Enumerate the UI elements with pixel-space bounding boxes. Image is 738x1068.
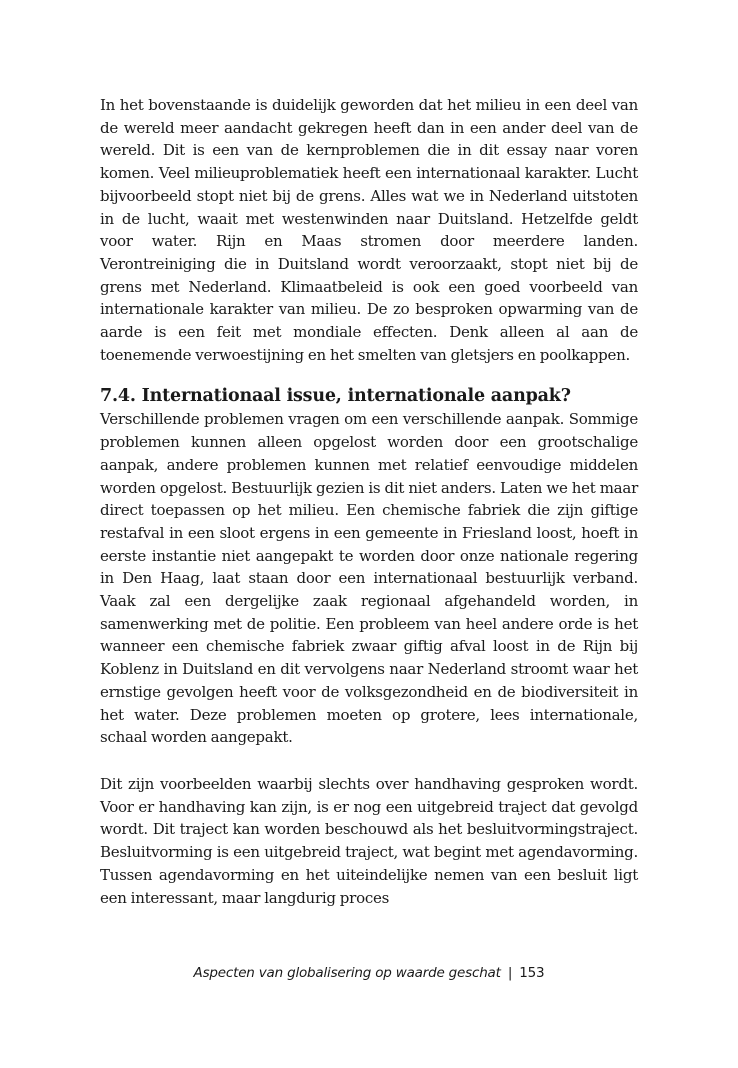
paragraph-section-body: Verschillende problemen vragen om een verschillende aanpak. Sommige problemen kunnen alleen opgelost worden door een grootschalige aanpak, andere problemen kunnen met relatief eenvoudige middelen worden opgelost. Bestuurlijk gezien is dit niet anders. Laten we het maar direct toepassen op het milieu. Een chemische fabriek die zijn giftige restafval in een sloot ergens in een gemeente in Friesland loost, hoeft in eerste instantie niet aangepakt te worden door onze nationale regering in Den Haag, laat staan door een internationaal bestuurlijk verband. Vaak zal een dergelijke zaak regionaal afgehandeld worden, in samenwerking met de politie. Een probleem van heel andere orde is het wanneer een chemische fabriek zwaar giftig afval loost in de Rijn bij Koblenz in Duitsland en dit vervolgens naar Nederland stroomt waar het ernstige gevolgen heeft voor de volksgezondheid en de biodiversiteit in het water. Deze problemen moeten op grotere, lees internationale, schaal worden aangepakt.: [100, 410, 638, 747]
paragraph-closing: Dit zijn voorbeelden waarbij slechts over handhaving gesproken wordt. Voor er handhaving kan zijn, is er nog een uitgebreid traject dat gevolgd wordt. Dit traject kan worden beschouwd als het besluitvormingstraject. Besluitvorming is een uitgebreid traject, wat begint met agendavorming. Tussen agendavorming en het uiteindelijke nemen van een besluit ligt een interessant, maar langdurig proces: [100, 774, 638, 907]
footer-book-title: Aspecten van globalisering op waarde geschat: [193, 965, 501, 981]
page-body: [100, 94, 638, 909]
section-heading: 7.4. Internationaal issue, internationale aanpak?: [100, 386, 571, 407]
paragraph-intro: In het bovenstaande is duidelijk geworden dat het milieu in een deel van de wereld meer aandacht gekregen heeft dan in een ander deel van de wereld. Dit is een van de kernproblemen die in dit essay naar voren komen. Veel milieuproblematiek heeft een internationaal karakter. Lucht bijvoorbeeld stopt niet bij de grens. Alles wat we in Nederland uitstoten in de lucht, waait met westenwinden naar Duitsland. Hetzelfde geldt voor water. Rijn en Maas stromen door meerdere landen. Verontreiniging die in Duitsland wordt veroorzaakt, stopt niet bij de grens met Nederland. Klimaatbeleid is ook een goed voorbeeld van internationale karakter van milieu. De zo besproken opwarming van de aarde is een feit met mondiale effecten. Denk alleen al aan de toenemende verwoestijning en het smelten van gletsjers en poolkappen.: [100, 96, 638, 364]
footer-separator: |: [507, 965, 513, 981]
page-number: 153: [519, 965, 545, 981]
page-footer: [0, 965, 738, 981]
